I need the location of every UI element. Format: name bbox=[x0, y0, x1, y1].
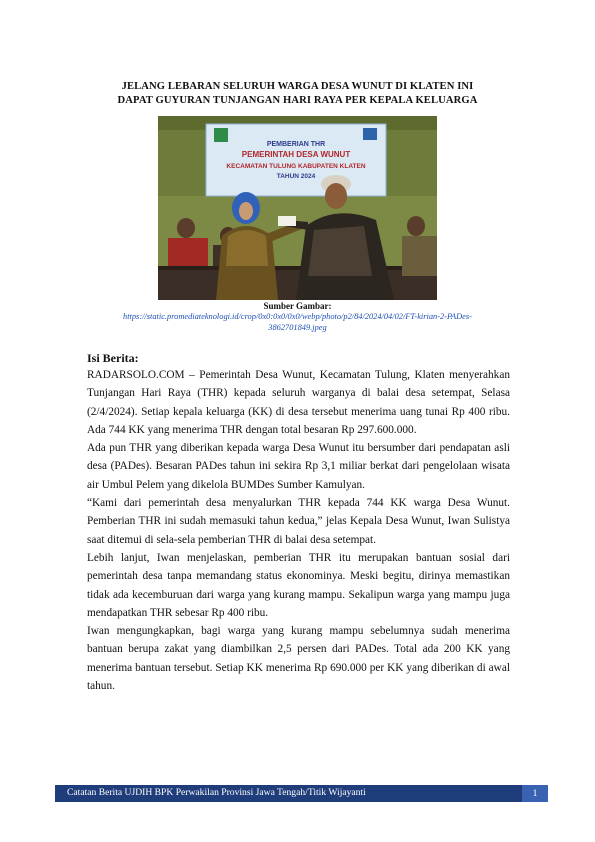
article-body bbox=[87, 366, 510, 695]
banner-line: PEMBERIAN THR bbox=[266, 141, 326, 148]
article-title bbox=[60, 80, 535, 108]
url-line: https://static.promediateknologi.id/crop/0x0:0x0/0x0/webp/photo/p2/84/2024/04/02/FT-kirian-2-PADes- bbox=[123, 312, 472, 321]
title-line: JELANG LEBARAN SELURUH WARGA DESA WUNUT DI KLATEN INI bbox=[121, 81, 474, 92]
page-number: 1 bbox=[522, 785, 548, 802]
paragraph: Iwan mengungkapkan, bagi warga yang kurang mampu sebelumnya sudah menerima bantuan berupa zakat yang diambilkan 2,5 persen dari PADes. Total ada 200 KK yang menerima bantuan tersebut. Setiap KK menerima Rp 690.000 per KK yang diberikan di awal tahun. bbox=[87, 625, 510, 693]
footer-text: Catatan Berita UJDIH BPK Perwakilan Provinsi Jawa Tengah/Titik Wijayanti bbox=[67, 787, 366, 798]
caption-label: Sumber Gambar: bbox=[263, 301, 332, 311]
url-line: 3862701849.jpeg bbox=[268, 322, 327, 332]
paragraph: RADARSOLO.COM – Pemerintah Desa Wunut, Kecamatan Tulung, Klaten menyerahkan Tunjangan Hari Raya (THR) kepada seluruh warganya di balai desa setempat, Selasa (2/4/2024). Setiap kepala keluarga (KK) di desa tersebut menerima uang tunai Rp 400 ribu. Ada 744 KK yang menerima THR dengan total besaran Rp 297.600.000. bbox=[87, 369, 510, 436]
image-source-url[interactable] bbox=[80, 312, 515, 333]
banner-line: PEMERINTAH DESA WUNUT bbox=[241, 150, 351, 159]
banner-line: TAHUN 2024 bbox=[276, 173, 316, 180]
banner-line: KECAMATAN TULUNG KABUPATEN KLATEN bbox=[226, 163, 366, 170]
paragraph: Ada pun THR yang diberikan kepada warga Desa Wunut itu bersumber dari pendapatan asli desa (PADes). Besaran PADes tahun ini sekira Rp 3,1 miliar berkat dari pengelolaan wisata air Umbul Pelem yang dikelola BUMDes Sumber Kamulyan. bbox=[87, 442, 510, 491]
page-footer bbox=[55, 785, 548, 802]
paragraph: “Kami dari pemerintah desa menyalurkan THR kepada 744 KK warga Desa Wunut. Pemberian THR ini sudah memasuki tahun kedua,” jelas Kepala Desa Wunut, Iwan Sulistya saat ditemui di sela-sela pemberian THR di balai desa setempat. bbox=[87, 497, 510, 546]
title-line: DAPAT GUYURAN TUNJANGAN HARI RAYA PER KEPALA KELUARGA bbox=[117, 95, 478, 106]
paragraph: Lebih lanjut, Iwan menjelaskan, pemberian THR itu merupakan bantuan sosial dari pemerintah desa tanpa memandang status ekonominya. Meski begitu, dirinya memastikan tidak ada kecemburuan dari warga yang kurang mampu. Sekalipun warga yang mampu juga mendapatkan THR sebesar Rp 400 ribu. bbox=[87, 551, 510, 619]
news-photo bbox=[158, 116, 437, 300]
section-heading: Isi Berita: bbox=[87, 351, 139, 365]
